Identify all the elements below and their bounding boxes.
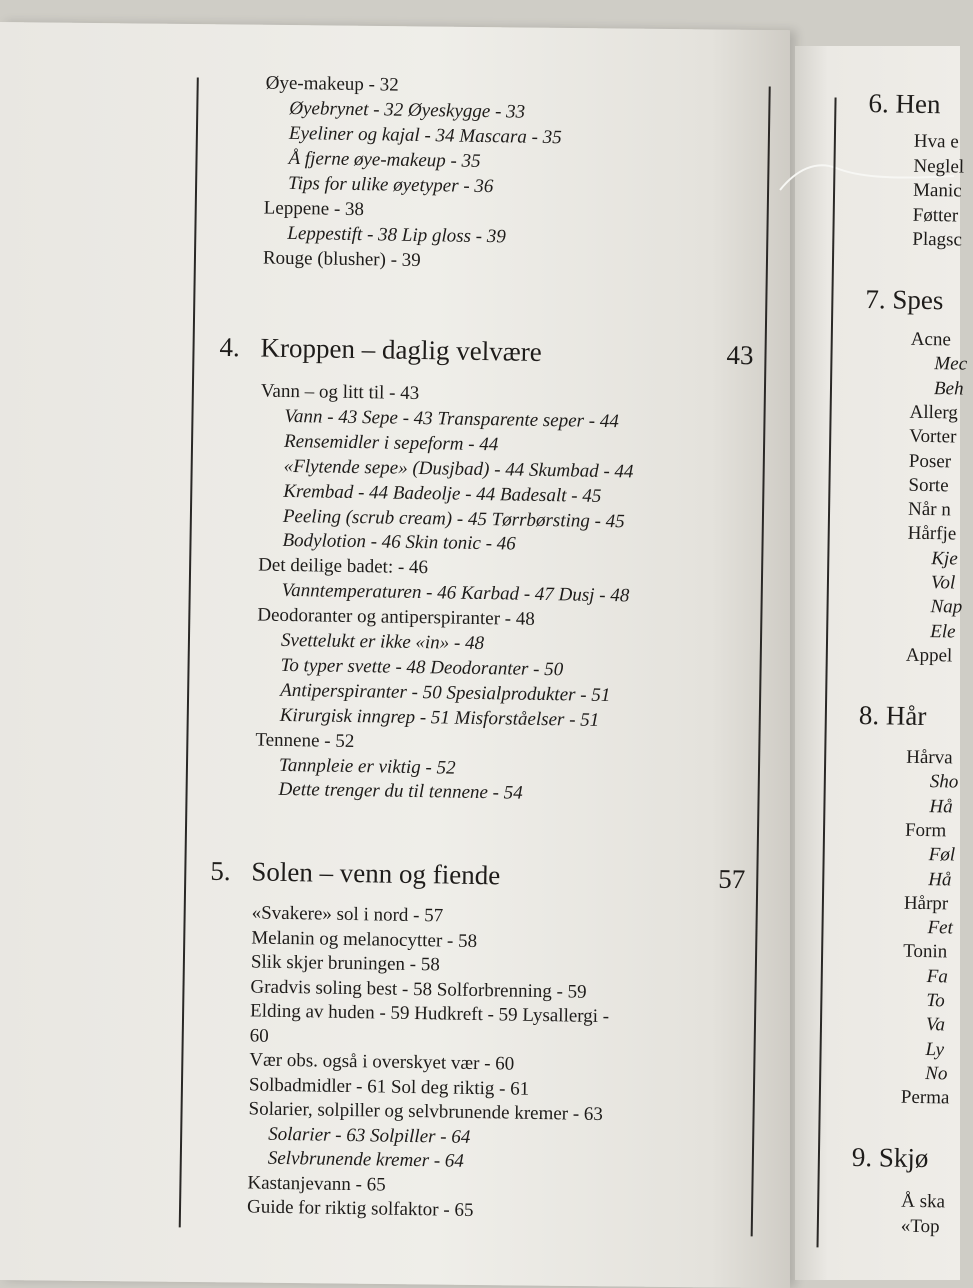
left-margin-rule xyxy=(179,77,199,1227)
toc-entry: Rensemidler i sepeform - 44 xyxy=(283,430,499,456)
toc-entry: Vann - 43 Sepe - 43 Transparente seper - 44 xyxy=(284,405,620,433)
toc-entry: Neglel xyxy=(913,155,965,178)
toc-entry: Dette trenger du til tennene - 54 xyxy=(278,779,523,805)
toc-entry: Fet xyxy=(927,917,954,939)
right-page-rule xyxy=(817,98,837,1248)
toc-entry: Antiperspiranter - 50 Spesialprodukter - 51 xyxy=(280,679,611,706)
toc-entry: Øye-makeup - 32 xyxy=(265,72,399,96)
toc-entry: Føtter xyxy=(912,204,959,226)
toc-entry: Solarier - 63 Solpiller - 64 xyxy=(268,1123,471,1148)
toc-entry: No xyxy=(925,1062,948,1085)
chapter-6-title: 6. Hen xyxy=(868,88,941,120)
toc-entry: Tonin xyxy=(902,941,948,963)
toc-entry: Fa xyxy=(926,965,949,988)
chapter-9-title: 9. Skjø xyxy=(851,1141,929,1174)
toc-entry: Tips for ulike øyetyper - 36 xyxy=(287,172,494,198)
toc-entry: Eyeliner og kajal - 34 Mascara - 35 xyxy=(288,122,562,149)
chapter-4-number: 4. xyxy=(219,331,241,363)
toc-entry: Det deilige badet: - 46 xyxy=(257,554,429,579)
toc-entry: Plagsc xyxy=(912,228,963,251)
toc-entry: Vanntemperaturen - 46 Karbad - 47 Dusj - 48 xyxy=(281,580,630,607)
toc-entry: Rouge (blusher) - 39 xyxy=(262,247,421,272)
toc-entry: Når n xyxy=(907,498,951,521)
toc-entry: Form xyxy=(904,819,947,842)
toc-entry: Slik skjer bruningen - 58 xyxy=(250,951,440,976)
toc-entry: Allerg xyxy=(909,401,958,424)
toc-entry: Øyebrynet - 32 Øyeskygge - 33 xyxy=(289,97,526,123)
toc-entry: Sorte xyxy=(908,474,949,497)
toc-entry: To typer svette - 48 Deodoranter - 50 xyxy=(280,654,564,681)
toc-entry: Krembad - 44 Badeolje - 44 Badesalt - 45 xyxy=(283,480,602,507)
toc-entry: Vol xyxy=(930,572,956,594)
toc-entry: Vann – og litt til - 43 xyxy=(260,380,420,405)
chapter-5-page: 57 xyxy=(718,863,746,895)
toc-entry: Peeling (scrub cream) - 45 Tørrbørsting - 45 xyxy=(282,505,625,532)
toc-entry: Elding av huden - 59 Hudkreft - 59 Lysallergi - xyxy=(249,1000,610,1028)
toc-entry: Gradvis soling best - 58 Solforbrenning - 59 xyxy=(250,975,587,1003)
right-margin-rule xyxy=(751,86,771,1236)
toc-entry: Leppestift - 38 Lip gloss - 39 xyxy=(287,222,507,248)
toc-entry: Appel xyxy=(905,644,953,667)
toc-entry: Hå xyxy=(929,795,953,818)
toc-entry: Ly xyxy=(925,1038,945,1060)
toc-entry: Deodoranter og antiperspiranter - 48 xyxy=(257,604,536,630)
toc-entry: Kirurgisk inngrep - 51 Misforståelser - 51 xyxy=(279,704,600,731)
toc-entry: Perma xyxy=(900,1086,950,1109)
toc-entry: Å ska xyxy=(901,1190,946,1213)
toc-entry: Svettelukt er ikke «in» - 48 xyxy=(280,629,485,655)
toc-entry: «Top xyxy=(900,1215,940,1237)
toc-entry: Kje xyxy=(931,547,958,570)
chapter-8-title: 8. Hår xyxy=(858,699,927,732)
toc-entry: Melanin og melanocytter - 58 xyxy=(251,926,478,952)
toc-entry: Hva e xyxy=(913,130,959,153)
toc-entry: Vorter xyxy=(909,425,957,448)
toc-entry: Vær obs. også i overskyet vær - 60 xyxy=(249,1049,515,1075)
chapter-5-number: 5. xyxy=(210,855,231,887)
toc-entry: Manic xyxy=(912,179,962,202)
chapter-5-title: Solen – venn og fiende xyxy=(251,856,501,891)
toc-entry: Sho xyxy=(929,771,959,793)
toc-entry: 60 xyxy=(249,1024,269,1047)
toc-entry: Solarier, solpiller og selvbrunende kremer - 63 xyxy=(248,1098,604,1125)
toc-entry: Hårva xyxy=(906,746,953,769)
chapter-4-title: Kroppen – daglig velvære xyxy=(260,332,542,367)
toc-entry: Tennene - 52 xyxy=(255,729,355,752)
toc-entry: Leppene - 38 xyxy=(263,197,365,221)
chapter-4-page: 43 xyxy=(726,339,754,371)
toc-entry: Va xyxy=(925,1014,946,1036)
toc-entry: Bodylotion - 46 Skin tonic - 46 xyxy=(282,530,516,555)
toc-entry: Mec xyxy=(934,353,968,375)
toc-entry: Solbadmidler - 61 Sol deg riktig - 61 xyxy=(248,1073,530,1100)
toc-entry: Kastanjevann - 65 xyxy=(247,1171,386,1196)
toc-entry: Tannpleie er viktig - 52 xyxy=(278,754,456,779)
toc-entry: Å fjerne øye-makeup - 35 xyxy=(288,147,481,172)
toc-entry: «Svakere» sol i nord - 57 xyxy=(251,902,444,927)
toc-entry: Nap xyxy=(930,596,963,618)
toc-entry: Acne xyxy=(910,328,952,351)
chapter-7-title: 7. Spes xyxy=(865,284,944,316)
toc-entry: Beh xyxy=(933,377,964,400)
toc-entry: «Flytende sepe» (Dusjbad) - 44 Skumbad - 44 xyxy=(283,455,634,483)
toc-entry: Ele xyxy=(930,620,956,643)
toc-entry: Poser xyxy=(908,450,952,472)
toc-entry: Selvbrunende kremer - 64 xyxy=(267,1147,465,1172)
toc-entry: To xyxy=(926,990,945,1012)
toc-entry: Guide for riktig solfaktor - 65 xyxy=(246,1196,474,1221)
toc-entry: Hårpr xyxy=(903,892,949,915)
toc-entry: Føl xyxy=(928,844,956,866)
toc-entry: Hå xyxy=(928,868,952,890)
toc-entry: Hårfje xyxy=(907,523,957,545)
